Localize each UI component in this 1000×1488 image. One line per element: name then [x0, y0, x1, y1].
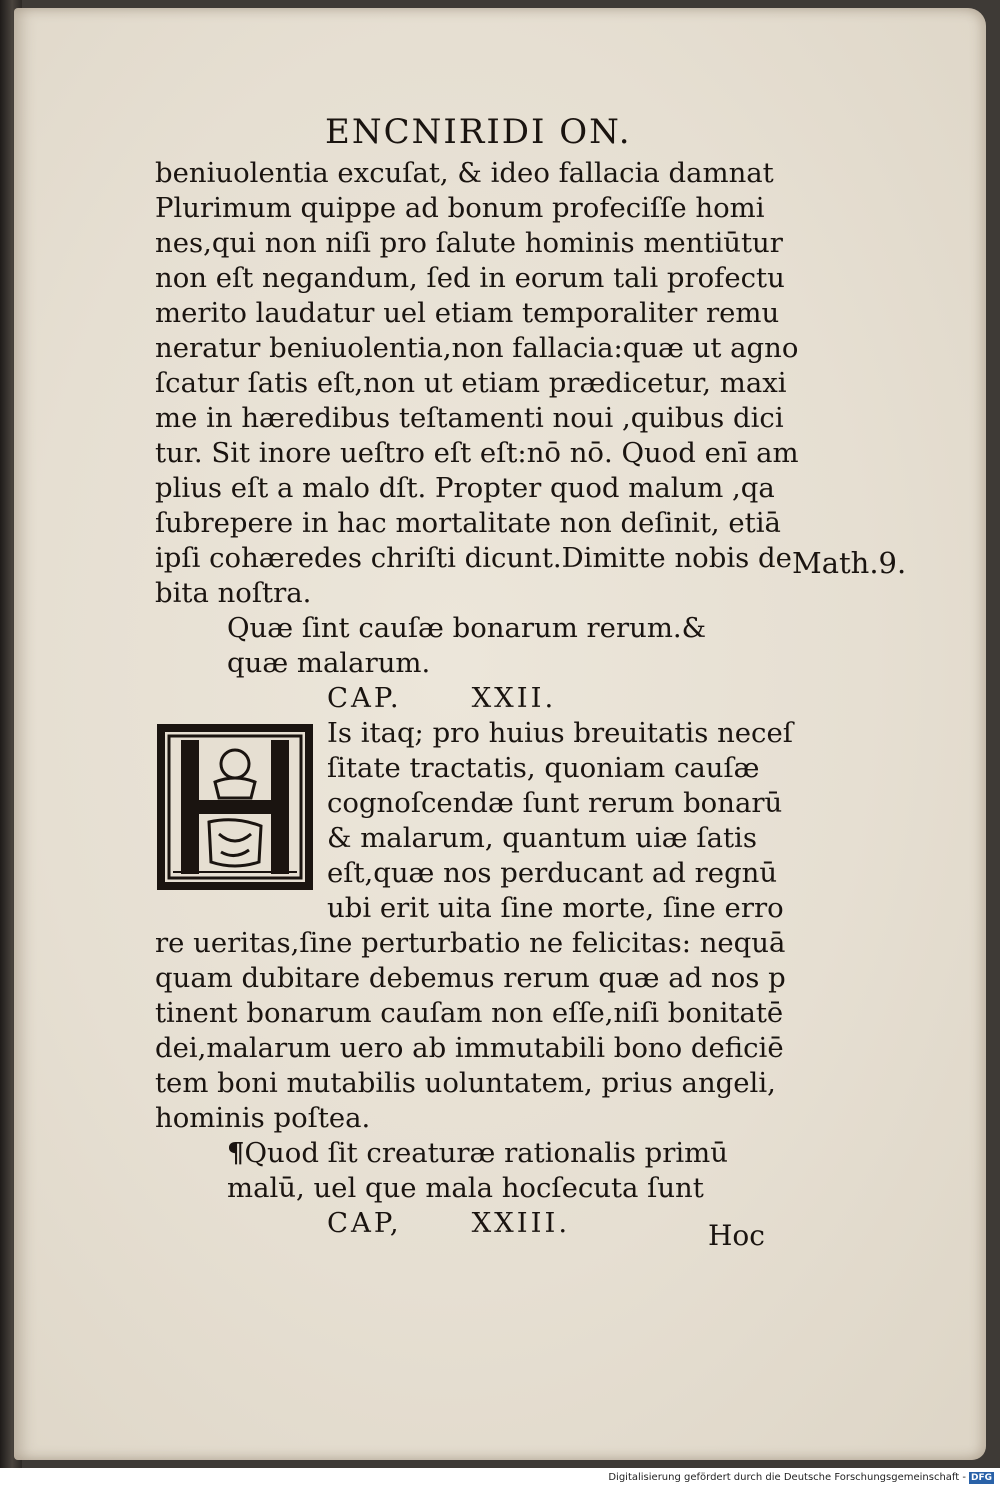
text-line: me in hæredibus teſtamenti noui ,quibus dici	[155, 402, 784, 434]
chapter-22-heading-line-1: Quæ ſint cauſæ bonarum rerum.&	[227, 612, 707, 644]
catchword: Hoc	[708, 1219, 765, 1252]
initial-line: cognoſcendæ ſunt rerum bonarū	[327, 787, 783, 819]
text-line: nes,qui non niſi pro ſalute hominis mentiūtur	[155, 227, 783, 259]
text-line: re ueritas,ſine perturbatio ne felicitas: nequā	[155, 927, 786, 959]
initial-line: ubi erit uita ſine morte, ſine erro	[327, 892, 784, 924]
footer-bar	[0, 1468, 1000, 1488]
cap-label: CAP,	[327, 1207, 402, 1239]
text-line: bita noſtra.	[155, 577, 312, 609]
text-line: tem boni mutabilis uoluntatem, prius angeli,	[155, 1067, 776, 1099]
cap-label: CAP.	[327, 682, 402, 714]
woodcut-initial-h	[155, 722, 315, 892]
text-line: ipſi cohæredes chriſti dicunt.Dimitte nobis de	[155, 542, 792, 574]
text-line: plius eſt a malo dſt. Propter quod malum ,qa	[155, 472, 775, 504]
text-line: ſcatur ſatis eſt,non ut etiam prædicetur, maxi	[155, 367, 787, 399]
chapter-23-heading-text: Quod ſit creaturæ rationalis primū	[244, 1137, 728, 1169]
text-line: quam dubitare debemus rerum quæ ad nos p	[155, 962, 786, 994]
text-line: beniuolentia excuſat, & ideo fallacia damnat	[155, 157, 774, 189]
initial-line: ſitate tractatis, quoniam cauſæ	[327, 752, 760, 784]
initial-line: & malarum, quantum uiæ ſatis	[327, 822, 757, 854]
main-text-block	[155, 156, 799, 1241]
cap-number: XXIII.	[471, 1207, 571, 1239]
text-line: dei,malarum uero ab immutabili bono deficiē	[155, 1032, 784, 1064]
initial-line: eſt,quæ nos perducant ad regnū	[327, 857, 778, 889]
running-header: ENCNIRIDI ON.	[325, 112, 632, 152]
marginal-note: Math.9.	[792, 546, 907, 580]
chapter-23-heading-line-2: malū, uel que mala hocſecuta ſunt	[227, 1172, 704, 1204]
text-line: tinent bonarum cauſam non eſſe,niſi bonitatē	[155, 997, 784, 1029]
chapter-22-label	[155, 681, 775, 716]
text-line: ſubrepere in hac mortalitate non deſinit, etiā	[155, 507, 781, 539]
text-line: hominis poſtea.	[155, 1102, 371, 1134]
text-line: merito laudatur uel etiam temporaliter remu	[155, 297, 780, 329]
initial-line: Is itaq; pro huius breuitatis neceſ	[327, 717, 793, 749]
chapter-23-heading-line-1	[155, 1136, 775, 1171]
chapter-22-heading-line-2: quæ malarum.	[227, 647, 431, 679]
footer-credit: Digitalisierung gefördert durch die Deutsche Forschungsgemeinschaft -	[608, 1472, 966, 1483]
text-line: non eſt negandum, ſed in eorum tali profectu	[155, 262, 785, 294]
text-line: Plurimum quippe ad bonum profeciſſe homi	[155, 192, 765, 224]
text-line: neratur beniuolentia,non fallacia:quæ ut agno	[155, 332, 799, 364]
cap-number: XXII.	[471, 682, 557, 714]
chapter-23-label	[155, 1206, 775, 1241]
text-line: tur. Sit inore ueſtro eſt eſt:nō nō. Quod enī am	[155, 437, 799, 469]
pilcrow-icon: ¶	[227, 1137, 245, 1169]
dfg-logo: DFG	[970, 1473, 992, 1483]
